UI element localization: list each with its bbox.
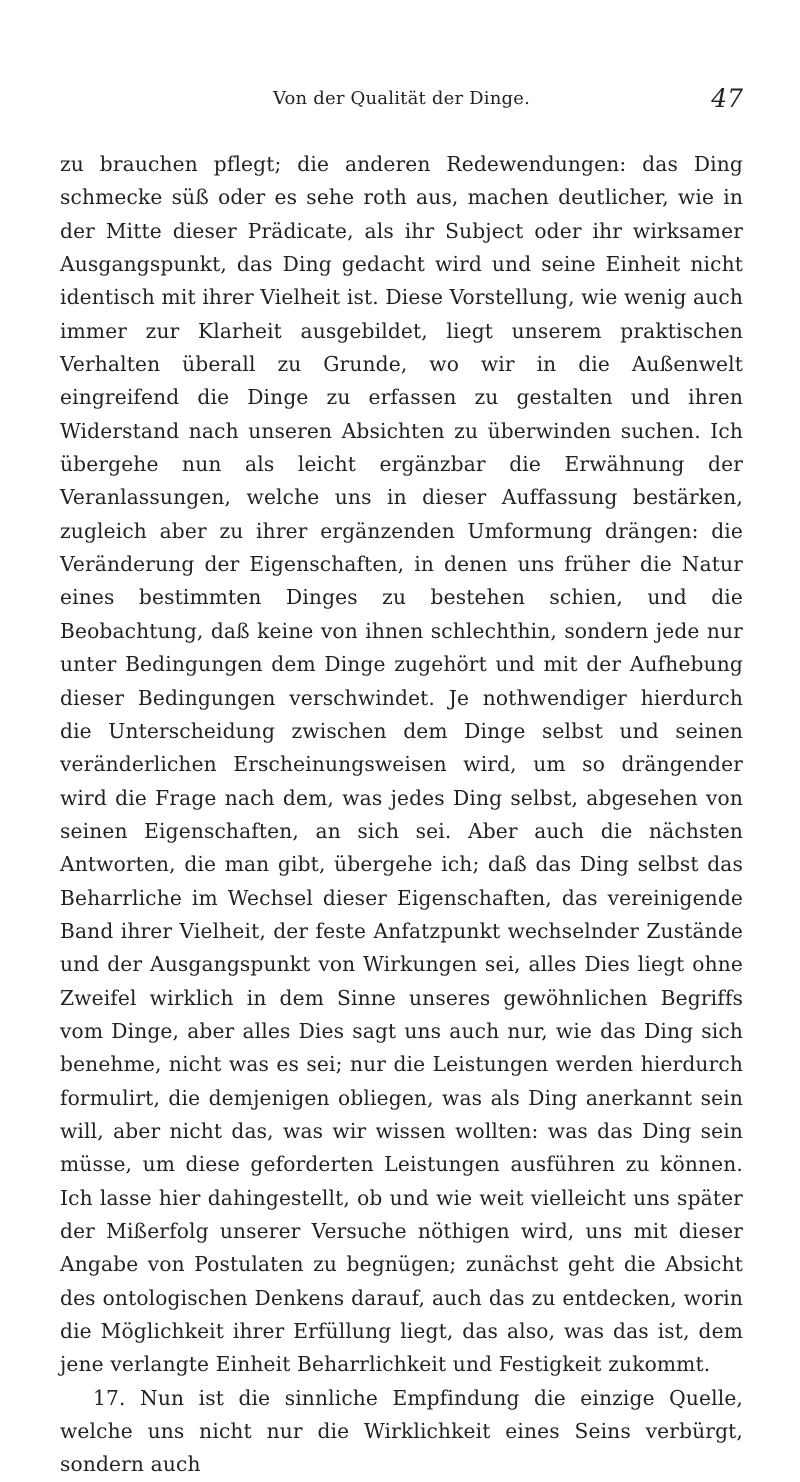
section-17-paragraph: 17. Nun ist die sinnliche Empfindung die einzige Quelle, welche uns nicht nur die Wirklichkeit eines Seins verbürgt, sondern auch xyxy=(60,1385,743,1477)
page-number: 47 xyxy=(711,84,743,113)
running-title: Von der Qualität der Dinge. xyxy=(272,88,531,109)
body-text xyxy=(60,148,743,1482)
running-head xyxy=(60,84,743,114)
paragraph: zu brauchen pflegt; die anderen Redewendungen: das Ding schmecke süß oder es sehe roth aus, machen deutlicher, wie in der Mitte dieser Prädicate, als ihr Subject oder ihr wirksamer Ausgangspunkt, das Ding gedacht wird und seine Einheit nicht identisch mit ihrer Vielheit ist. Diese Vorstellung, wie wenig auch immer zur Klarheit ausgebildet, liegt unserem praktischen Verhalten überall zu Grunde, wo wir in die Außenwelt eingreifend die Dinge zu erfassen zu gestalten und ihren Widerstand nach unseren Absichten zu überwinden suchen. Ich übergehe nun als leicht ergänzbar die Erwähnung der Veranlassungen, welche uns in dieser Auffassung bestärken, zugleich aber zu ihrer ergänzenden Umformung drängen: die Veränderung der Eigenschaften, in denen uns früher die Natur eines bestimmten Dinges zu bestehen schien, und die Beobachtung, daß keine von ihnen schlechthin, sondern jede nur unter Bedingungen dem Dinge zugehört und mit der Aufhebung dieser Bedingungen verschwindet. Je nothwendiger hierdurch die Unterscheidung zwischen dem Dinge selbst und seinen veränderlichen Erscheinungsweisen wird, um so drängender wird die Frage nach dem, was jedes Ding selbst, abgesehen von seinen Eigenschaften, an sich sei. Aber auch die nächsten Antworten, die man gibt, übergehe ich; daß das Ding selbst das Beharrliche im Wechsel dieser Eigenschaften, das vereinigende Band ihrer Vielheit, der feste Anfatzpunkt wechselnder Zustände und der Ausgangspunkt von Wirkungen sei, alles Dies liegt ohne Zweifel wirklich in dem Sinne unseres gewöhnlichen Begriffs vom Dinge, aber alles Dies sagt uns auch nur, wie das Ding sich benehme, nicht was es sei; nur die Leistungen werden hierdurch formulirt, die demjenigen obliegen, was als Ding anerkannt sein will, aber nicht das, was wir wissen wollten: was das Ding sein müsse, um diese geforderten Leistungen ausführen zu können. Ich lasse hier dahingestellt, ob und wie weit vielleicht uns später der Mißerfolg unserer Versuche nöthigen wird, uns mit dieser Angabe von Postulaten zu begnügen; zunächst geht die Absicht des ontologischen Denkens darauf, auch das zu entdecken, worin die Möglichkeit ihrer Erfüllung liegt, das also, was das ist, dem jene verlangte Einheit Beharrlichkeit und Festigkeit zukommt. xyxy=(60,152,743,1377)
